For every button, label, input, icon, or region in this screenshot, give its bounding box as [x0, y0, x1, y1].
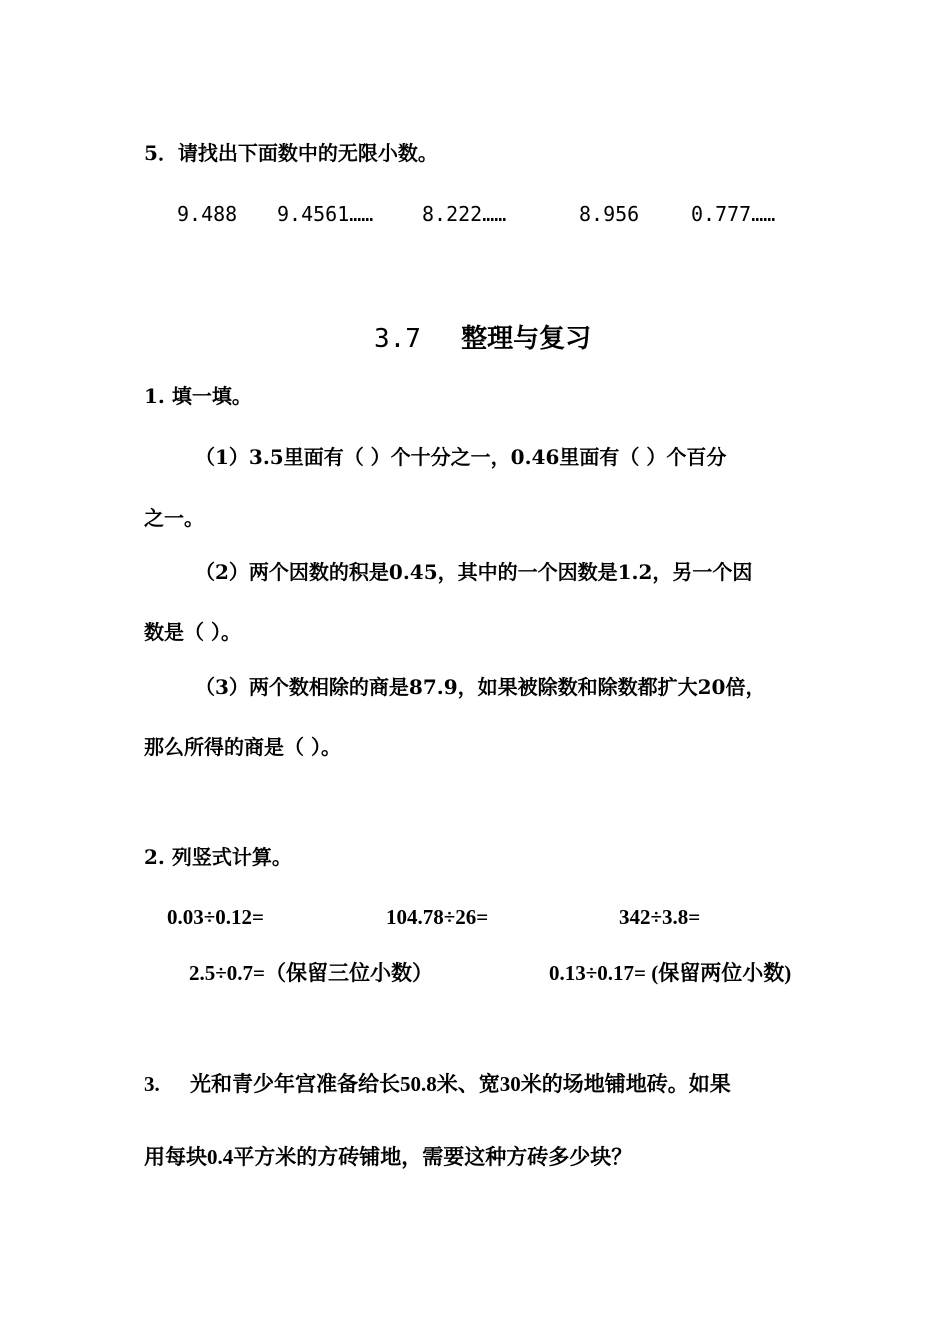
q1-item3-line2: 那么所得的商是（ ）。	[144, 735, 341, 759]
q1-item1-line1: （1）3.5里面有（ ）个十分之一，0.46里面有（ ）个百分	[195, 445, 727, 469]
decimal-option-4: 8.956	[579, 202, 640, 226]
calc-2: 104.78÷26=	[386, 905, 489, 929]
q1-item1-line2: 之一。	[144, 506, 204, 530]
section-title: 整理与复习	[461, 324, 592, 354]
q1-item2-line1: （2）两个因数的积是0.45，其中的一个因数是1.2，另一个因	[195, 560, 753, 584]
decimal-option-1: 9.488	[177, 202, 238, 226]
question-3-line2: 用每块0.4平方米的方砖铺地，需要这种方砖多少块？	[144, 1145, 633, 1169]
calc-3: 342÷3.8=	[619, 905, 701, 929]
question-3-line1: 光和青少年宫准备给长50.8米、宽30米的场地铺地砖。如果	[190, 1072, 731, 1096]
question-1-title: 1. 填一填。	[144, 384, 252, 408]
decimal-option-2: 9.4561……	[277, 202, 374, 226]
q1-item3-line1: （3）两个数相除的商是87.9，如果被除数和除数都扩大20倍，	[195, 675, 766, 699]
q1-item2-line2: 数是（ ）。	[144, 620, 241, 644]
question-5-prompt: 5．请找出下面数中的无限小数。	[144, 141, 438, 165]
calc-1: 0.03÷0.12=	[167, 905, 264, 929]
section-heading	[374, 323, 591, 355]
section-number: 3.7	[374, 324, 421, 354]
calc-4: 2.5÷0.7=（保留三位小数）	[189, 961, 433, 985]
calc-5: 0.13÷0.17= (保留两位小数)	[549, 961, 792, 985]
question-3-number: 3.	[144, 1072, 160, 1096]
decimal-option-3: 8.222……	[422, 202, 507, 226]
decimal-option-5: 0.777……	[691, 202, 776, 226]
question-2-title: 2. 列竖式计算。	[144, 845, 292, 869]
